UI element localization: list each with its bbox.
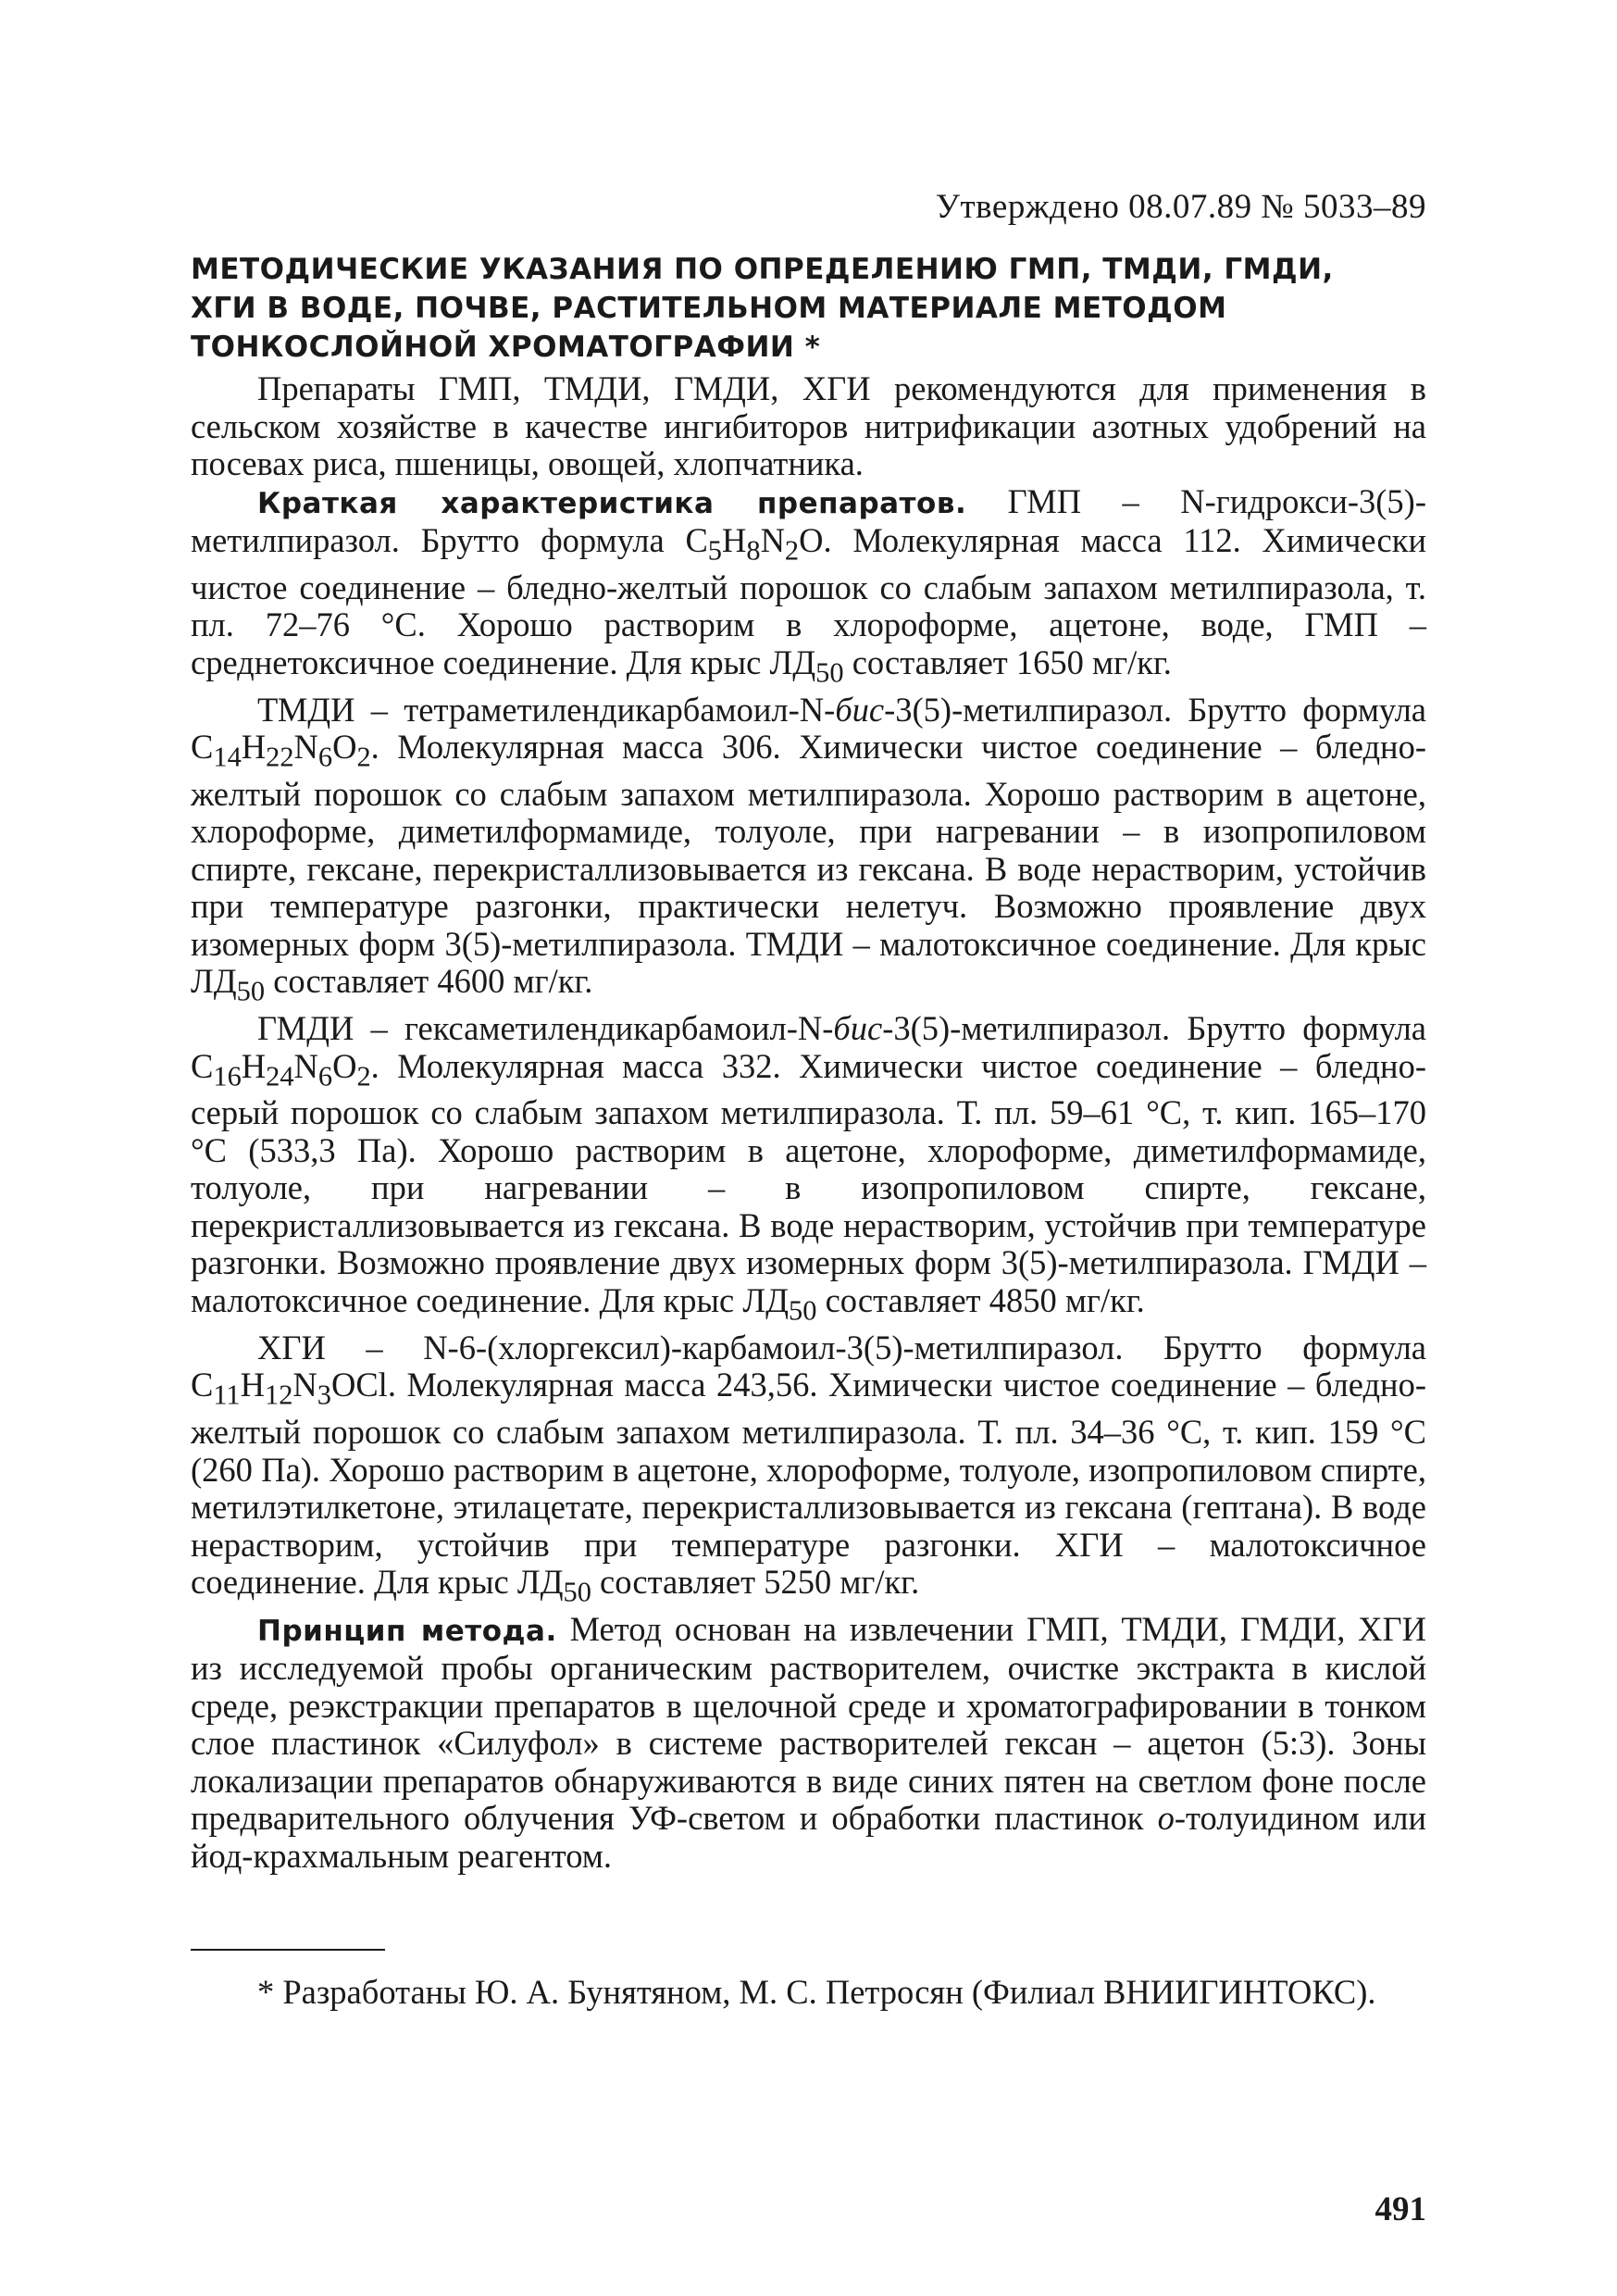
approval-line: Утверждено 08.07.89 № 5033–89	[935, 188, 1426, 226]
section-heading-principle: Принцип метода.	[257, 1614, 557, 1648]
page-number: 491	[1374, 2190, 1426, 2228]
gmp-paragraph: Краткая характеристика препаратов. ГМП – N-гидрокси-3(5)-метилпиразол. Брутто формула $C_5H_8N_2O$. Молекулярная масса 112. Химически чистое соединение – бледно-желтый порошок со слабым запахом метилпиразола, т. пл. 72–76 °С. Хорошо растворим в хлороформе, ацетоне, воде, ГМП – среднетоксичное соединение. Для крыс $ЛД_{50}$ составляет 1650 мг/кг.	[191, 481, 1426, 689]
section-heading-characteristics: Краткая характеристика препаратов.	[257, 486, 967, 520]
footnote	[191, 1972, 1426, 2013]
hgi-paragraph: ХГИ – N-6-(хлоргексил)-карбамоил-3(5)-метилпиразол. Брутто формула $C_{11}H_{12}N_3OCl$. Молекулярная масса 243,56. Химически чистое соединение – бледно-желтый порошок со слабым запахом метилпиразола. Т. пл. 34–36 °С, т. кип. 159 °С (260 Па). Хорошо растворим в ацетоне, хлороформе, толуоле, изопропиловом спирте, метилэтилкетоне, этилацетате, перекристаллизовывается из гексана (гептана). В воде нерастворим, устойчив при температуре разгонки. ХГИ – малотоксичное соединение. Для крыс $ЛД_{50}$ составляет 5250 мг/кг.	[191, 1328, 1426, 1608]
title-line-2: ХГИ В ВОДЕ, ПОЧВЕ, РАСТИТЕЛЬНОМ МАТЕРИАЛЕ МЕТОДОМ	[191, 292, 1227, 325]
tmdi-paragraph: ТМДИ – тетраметилендикарбамоил-N-бис-3(5)-метилпиразол. Брутто формула $C_{14}H_{22}N_6O_2$. Молекулярная масса 306. Химически чистое соединение – бледно-желтый порошок со слабым запахом метилпиразола. Хорошо растворим в ацетоне, хлороформе, диметилформамиде, толуоле, при нагревании – в изопропиловом спирте, гексане, перекристаллизовывается из гексана. В воде нерастворим, устойчив при температуре разгонки, практически нелетуч. Возможно проявление двух изомерных форм 3(5)-метилпиразола. ТМДИ – малотоксичное соединение. Для крыс $ЛД_{50}$ составляет 4600 мг/кг.	[191, 690, 1426, 1007]
gmdi-paragraph: ГМДИ – гексаметилендикарбамоил-N-бис-3(5)-метилпиразол. Брутто формула $C_{16}H_{24}N_6O_2$. Молекулярная масса 332. Химически чистое соединение – бледно-серый порошок со слабым запахом метилпиразола. Т. пл. 59–61 °С, т. кип. 165–170 °С (533,3 Па). Хорошо растворим в ацетоне, хлороформе, диметилформамиде, толуоле, при нагревании – в изопропиловом спирте, гексане, перекристаллизовывается из гексана. В воде нерастворим, устойчив при температуре разгонки. Возможно проявление двух изомерных форм 3(5)-метилпиразола. ГМДИ – малотоксичное соединение. Для крыс $ЛД_{50}$ составляет 4850 мг/кг.	[191, 1009, 1426, 1327]
document-body	[191, 370, 1426, 1875]
document-title	[191, 250, 1431, 367]
footnote-divider	[191, 1949, 385, 1951]
footnote-text: * Разработаны Ю. А. Бунятяном, М. С. Петросян (Филиал ВНИИГИНТОКС).	[257, 1973, 1376, 2011]
intro-paragraph: Препараты ГМП, ТМДИ, ГМДИ, ХГИ рекомендуются для применения в сельском хозяйстве в качестве ингибиторов нитрификации азотных удобрений на посевах риса, пшеницы, овощей, хлопчатника.	[191, 369, 1426, 482]
title-line-1: МЕТОДИЧЕСКИЕ УКАЗАНИЯ ПО ОПРЕДЕЛЕНИЮ ГМП, ТМДИ, ГМДИ,	[191, 253, 1334, 286]
principle-paragraph: Принцип метода. Метод основан на извлечении ГМП, ТМДИ, ГМДИ, ХГИ из исследуемой пробы органическим растворителем, очистке экстракта в кислой среде, реэкстракции препаратов в щелочной среде и хроматографировании в тонком слое пластинок «Силуфол» в системе растворителей гексан – ацетон (5:3). Зоны локализации препаратов обнаруживаются в виде синих пятен на светлом фоне после предварительного облучения УФ-светом и обработки пластинок о-толуидином или йод-крахмальным реагентом.	[191, 1609, 1426, 1875]
title-line-3: ТОНКОСЛОЙНОЙ ХРОМАТОГРАФИИ *	[191, 331, 821, 364]
